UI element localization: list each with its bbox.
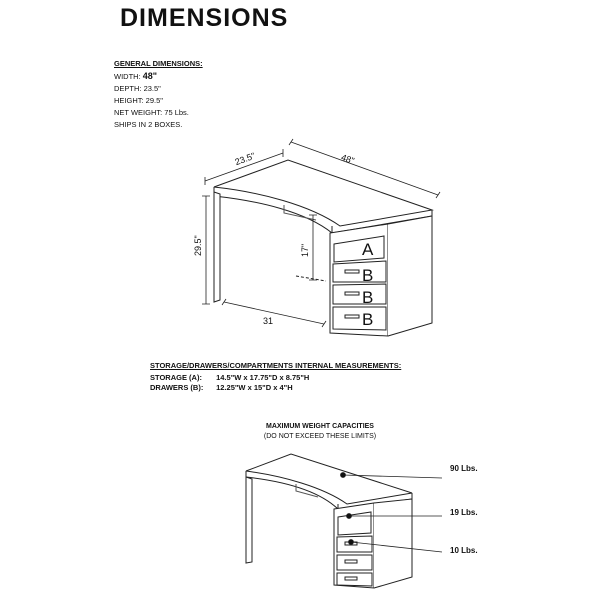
ships-row: SHIPS IN 2 BOXES. xyxy=(114,120,183,129)
label-storage-a: A xyxy=(362,240,374,259)
weight-capacities-header xyxy=(250,422,390,442)
label-drawer-b-1: B xyxy=(362,266,374,285)
desk-drawing-dimensions xyxy=(214,160,432,336)
weight-heading: MAXIMUM WEIGHT CAPACITIES xyxy=(266,423,374,430)
depth-dimension-label: 23.5" xyxy=(233,150,257,168)
width-value: 48" xyxy=(142,71,158,81)
compartment-labels xyxy=(362,240,374,329)
weight-top-label: 90 Lbs. xyxy=(450,464,478,473)
width-dimension-label: 48" xyxy=(339,152,356,166)
storage-heading: STORAGE/DRAWERS/COMPARTMENTS INTERNAL MEASUREMENTS: xyxy=(150,361,402,370)
storage-key: STORAGE (A): xyxy=(150,373,202,382)
page-title: DIMENSIONS xyxy=(120,4,289,32)
drawers-value: 12.25"W x 15"D x 4"H xyxy=(216,383,293,392)
height-row: HEIGHT: 29.5" xyxy=(114,96,163,105)
callout-dot-drawer xyxy=(349,540,354,545)
weight-labels xyxy=(450,464,478,555)
height-dimension-label: 29.5" xyxy=(193,235,203,256)
label-drawer-b-3: B xyxy=(362,310,374,329)
storage-value: 14.5"W x 17.75"D x 8.75"H xyxy=(216,373,310,382)
net-weight-row: NET WEIGHT: 75 Lbs. xyxy=(114,108,189,117)
depth-row: DEPTH: 23.5" xyxy=(114,84,161,93)
callout-dot-top xyxy=(341,473,346,478)
drawers-key: DRAWERS (B): xyxy=(150,383,204,392)
general-dimensions-heading: GENERAL DIMENSIONS: xyxy=(114,59,203,68)
width-label: WIDTH: xyxy=(114,72,141,81)
storage-row xyxy=(150,373,401,383)
callout-dot-shelf xyxy=(347,514,352,519)
storage-measurements xyxy=(150,361,401,393)
weight-subheading: (DO NOT EXCEED THESE LIMITS) xyxy=(263,433,377,440)
weight-drawer-label: 10 Lbs. xyxy=(450,546,478,555)
label-drawer-b-2: B xyxy=(362,288,374,307)
desk-drawing-weights xyxy=(246,454,412,588)
drawers-row xyxy=(150,383,401,393)
knee-height-dimension-label: 17" xyxy=(300,243,310,257)
knee-width-dimension-label: 31 xyxy=(263,316,274,326)
weight-shelf-label: 19 Lbs. xyxy=(450,508,478,517)
